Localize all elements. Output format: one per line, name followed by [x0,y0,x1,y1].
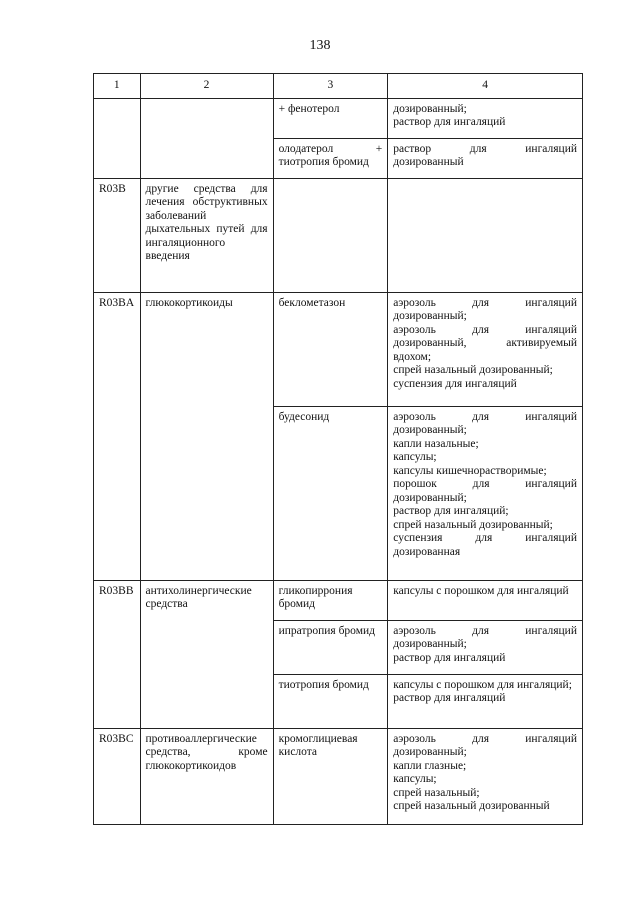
group-cell: антихолинергические средства [140,580,273,728]
table-row [94,580,583,620]
drug-cell: тиотропия бромид [273,674,388,728]
drug-cell: будесонид [273,406,388,580]
forms-cell [388,728,583,824]
code-cell: R03B [94,178,141,292]
forms-text: капсулы с порошком для ингаляций; раствор для ингаляций [393,678,572,704]
group-cell [140,98,273,178]
page-number: 138 [309,38,331,53]
forms-cell [388,178,583,292]
header-cell: 4 [388,74,583,99]
forms-cell [388,620,583,674]
group-cell: глюкокортикоиды [140,292,273,580]
table-row [94,292,583,406]
table-row [94,728,583,824]
forms-cell [388,98,583,138]
code-cell: R03BB [94,580,141,728]
drug-cell: ипратропия бромид [273,620,388,674]
forms-cell [388,406,583,580]
forms-cell [388,674,583,728]
forms-text: аэрозоль для ингаляций дозированный; аэрозоль для ингаляций дозированный, активируемый вдохом; спрей назальный дозированный; суспензия для ингаляций [393,296,577,390]
group-cell: противоаллергические средства, кроме глюкокортикоидов [140,728,273,824]
header-row [94,74,583,99]
header-cell: 3 [273,74,388,99]
forms-text: аэрозоль для ингаляций дозированный; раствор для ингаляций [393,624,577,664]
drug-cell: гликопиррония бромид [273,580,388,620]
code-cell: R03BC [94,728,141,824]
forms-cell: капсулы с порошком для ингаляций [388,580,583,620]
drug-cell: кромоглициевая кислота [273,728,388,824]
forms-cell [388,292,583,406]
drug-cell: беклометазон [273,292,388,406]
drug-cell: + фенотерол [273,98,388,138]
drug-table [93,73,583,825]
code-cell: R03BA [94,292,141,580]
header-cell: 1 [94,74,141,99]
table-row [94,178,583,292]
drug-text: олодатерол + тиотропия бромид [278,142,383,168]
table-row [94,98,583,138]
code-cell [94,98,141,178]
drug-cell [273,178,388,292]
forms-text: аэрозоль для ингаляций дозированный; капли глазные; капсулы; спрей назальный; спрей назальный дозированный [393,732,577,812]
forms-text: аэрозоль для ингаляций дозированный; капли назальные; капсулы; капсулы кишечнорастворимые; порошок для ингаляций дозированный; раствор для ингаляций; спрей назальный дозированный; суспензия для ингаляций дозированная [393,410,577,558]
group-cell: другие средства для лечения обструктивных заболеваний дыхательных путей для ингаляционного введения [140,178,273,292]
forms-cell: раствор для ингаляций дозированный [388,138,583,178]
header-cell: 2 [140,74,273,99]
forms-text: дозированный; раствор для ингаляций [393,102,506,128]
drug-cell [273,138,388,178]
